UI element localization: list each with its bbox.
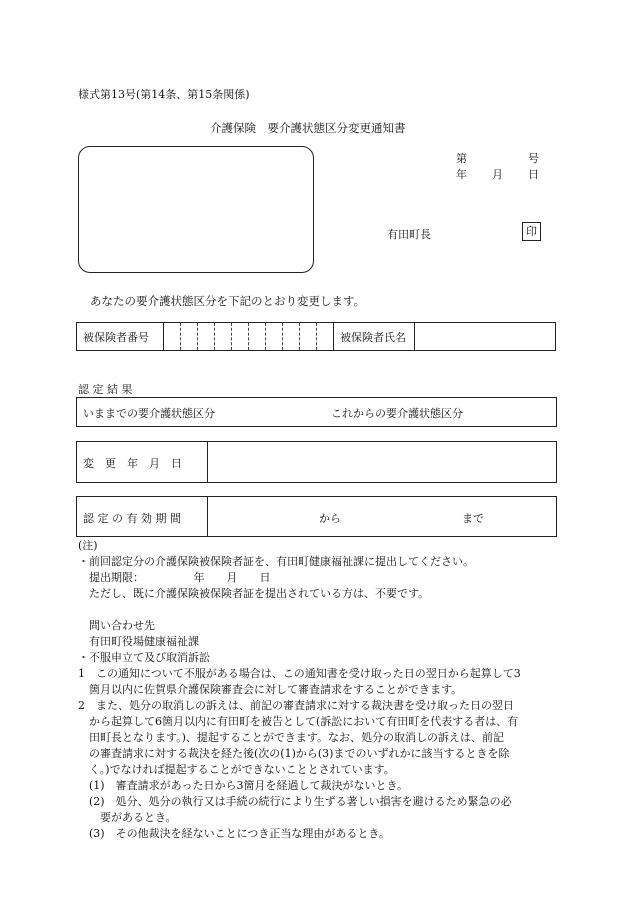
- note-line: (3) その他裁決を経ないことにつき正当な理由があるとき。: [78, 827, 390, 840]
- address-window: [78, 146, 314, 273]
- note-line: 有田町役場健康福祉課: [78, 635, 199, 648]
- note-line: (注): [78, 539, 98, 552]
- note-line: 要があるとき。: [78, 811, 177, 824]
- validity-from: から: [319, 512, 341, 525]
- digit-cell: [164, 323, 181, 351]
- digit-cell: [249, 323, 266, 351]
- issuer-name: 有田町長: [387, 228, 431, 241]
- note-line: 箇月以内に佐賀県介護保険審査会に対して審査請求をすることができます。: [78, 683, 463, 696]
- digit-cell: [181, 323, 198, 351]
- document-title: 介護保険 要介護状態区分変更通知書: [210, 121, 406, 135]
- validity-label: 認 定 の 有 効 期 間: [83, 512, 181, 525]
- date-month: 月: [492, 168, 503, 181]
- intro-text: あなたの要介護状態区分を下記のとおり変更します。: [90, 294, 366, 308]
- doc-number-prefix: 第: [456, 152, 467, 165]
- note-line: く。)でなければ提起することができないこととされています。: [78, 763, 395, 776]
- result-after-label: これからの要介護状態区分: [331, 407, 463, 420]
- digit-cell: [266, 323, 283, 351]
- note-line: から起算して6箇月以内に有田町を被告として(訴訟において有田町を代表する者は、有: [78, 715, 519, 728]
- change-date-label: 変 更 年 月 日: [83, 457, 182, 470]
- note-line: の審査請求に対する裁決を経た後(次の(1)から(3)までのいずれかに該当するときを除: [78, 747, 510, 760]
- validity-to: まで: [462, 512, 484, 525]
- result-before-label: いままでの要介護状態区分: [83, 407, 215, 420]
- seal-mark: 印: [522, 222, 541, 241]
- date-year: 年: [456, 168, 467, 181]
- note-line: ・不服申立て及び取消訴訟: [78, 651, 210, 664]
- form-number: 様式第13号(第14条、第15条関係): [78, 88, 250, 101]
- digit-cell: [198, 323, 215, 351]
- note-line: 提出期限： 年 月 日: [78, 571, 271, 584]
- note-line: ・前回認定分の介護保険被保険者証を、有田町健康福祉課に提出してください。: [78, 555, 474, 568]
- notes-section: [78, 538, 568, 842]
- insured-table: [76, 322, 556, 351]
- note-line: 1 この通知について不服がある場合は、この通知書を受け取った日の翌日から起算して3: [78, 667, 521, 680]
- doc-number-suffix: 号: [528, 152, 539, 165]
- insured-name-value: [415, 323, 556, 351]
- note-line: 問い合わせ先: [78, 619, 155, 632]
- change-date-box: [76, 441, 557, 483]
- result-box: [76, 397, 557, 427]
- digit-cell: [283, 323, 300, 351]
- note-line: 2 また、処分の取消しの訴えは、前記の審査請求に対する裁決書を受け取った日の翌日: [78, 699, 514, 712]
- note-line: [78, 602, 568, 618]
- insured-name-label: 被保険者氏名: [334, 323, 415, 351]
- result-heading: 認 定 結 果: [78, 383, 133, 396]
- date-day: 日: [528, 168, 539, 181]
- divider: [207, 497, 208, 536]
- note-line: (2) 処分、処分の執行又は手続の続行により生ずる著しい損害を避けるため緊急の必: [78, 795, 512, 808]
- digit-cell: [317, 323, 334, 351]
- digit-cell: [232, 323, 249, 351]
- note-line: 田町長となります。)、提起することができます。なお、処分の取消しの訴えは、前記: [78, 731, 505, 744]
- validity-box: [76, 496, 557, 537]
- insured-number-label: 被保険者番号: [77, 323, 164, 351]
- note-line: ただし、既に介護保険被保険者証を提出されている方は、不要です。: [78, 587, 430, 600]
- note-line: (1) 審査請求があった日から3箇月を経過して裁決がないとき。: [78, 779, 409, 792]
- digit-cell: [215, 323, 232, 351]
- divider: [207, 442, 208, 482]
- digit-cell: [300, 323, 317, 351]
